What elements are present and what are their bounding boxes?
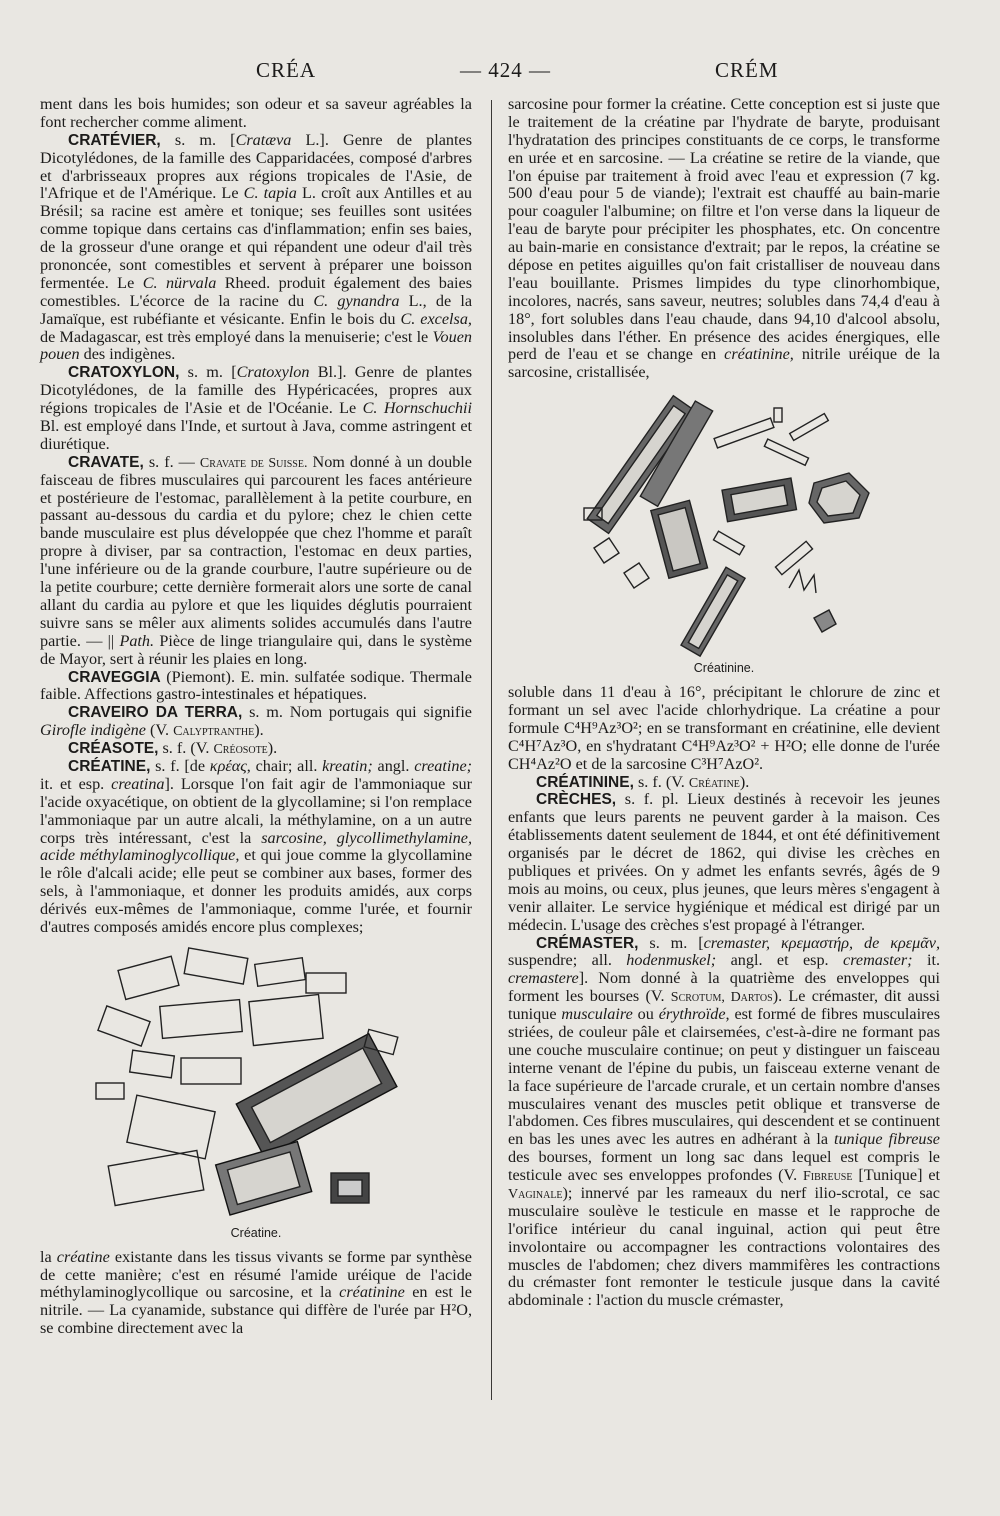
entry-creatinine: CRÉATININE, s. f. (V. Créatine). [536, 772, 750, 791]
figure-caption-creatine: Créatine. [230, 1225, 282, 1240]
entry-cravate: CRAVATE, s. f. — Cravate de Suisse. Nom donné à un double faisceau de fibres musculaires qui parcourent les faces antérieure et postérieure de l'estomac, parallèlement à la petite courbure, en passant au-dessous du cardia et du pylore; chez le chien cette bande musculaire est plus développée que chez l'homme et paraît propre à diviser, par sa contraction, l'estomac en deux parties, l'une inférieure ou de la grande courbure, l'autre supérieure ou de la petite courbure; cette dernière formerait alors une sorte de canal allant du cardia au pylore et que les liquides déglutis pourraient suivre sans se mêler aux aliments solides accumulés dans l'autre partie. — || Path. Pièce de linge triangulaire qui, dans le système de Mayor, sert à réunir les plaies en long. [40, 452, 472, 668]
headword: CRÉATININE, [536, 773, 634, 791]
entry-craveggia: CRAVEGGIA (Piemont). E. min. sulfatée sodique. Thermale faible. Affections gastro-intestinales et hépatiques. [40, 667, 472, 704]
entry-creatine: CRÉATINE, s. f. [de κρέας, chair; all. kreatin; angl. creatine; it. et esp. creatina]. Lorsque l'on fait agir de l'ammoniaque sur l'acide oxyacétique, on obtient de la glycollamine; si l'on remplace l'ammoniaque par un autre alcali, la méthylamine, on a un autre corps très intéressant, c'est la sarcosine, glycollimethylamine, acide méthylaminoglycollique, et qui joue comme la glycollamine le rôle d'alcali acide; elle peut se combiner aux bases, former des sels, à l'ammoniaque, et donner les produits amidés, aux corps dérivés eux-mêmes de l'ammoniaque, comme l'urée, et fournir d'autres composés amidés encore plus complexes; [40, 756, 473, 936]
page-number: — 424 — [460, 58, 551, 82]
entry-cratoxylon: CRATOXYLON, s. m. [Cratoxylon Bl.]. Genre de plantes Dicotylédones, de la famille des Hypéricacées, propres aux régions tropicales de l'Asie et de l'Océanie. Le C. Hornschuchii Bl. est employé dans l'Inde, et surtout à Java, comme astringent et diurétique. [40, 363, 473, 453]
column-divider [491, 100, 492, 1400]
figure-caption-creatinine: Créatinine. [693, 661, 755, 676]
entry-cratevier: CRATÉVIER, s. m. [Cratæva L.]. Genre de plantes Dicotylédones, de la famille des Capparidacées, composé d'arbres et d'arbrisseaux propres aux régions tropicales de l'Asie, de l'Afrique et de l'Amérique. Le C. tapia L. croît aux Antilles et au Brésil; sa racine est amère et tonique; ses feuilles sont usitées comme topique dans certains cas d'inflammation; enfin ses baies, de la grosseur d'une orange et qui répandent une odeur d'ail très prononcée, sont comestibles et servent à préparer une boisson fermentée. Le C. nürvala Rheed. produit également des baies comestibles. L'écorce de la racine du C. gynandra L., de la Jamaïque, est rubéfiante et vésicante. Enfin le bois du C. excelsa, de Madagascar, est très employé dans la menuiserie; c'est le Vouen pouen des indigènes. [40, 130, 473, 364]
entry-cremaster: CRÉMASTER, s. m. [cremaster, κρεμαστήρ, de κρεμᾶν, suspendre; all. hodenmuskel; angl. et esp. cremaster; it. cremastere]. Nom donné à la quatrième des enveloppes qui forment les bourses (V. Scrotum, Dartos). Le crémaster, dit aussi tunique musculaire ou érythroïde, est formé de fibres musculaires striées, de couleur pâle et clairsemées, c'est-à-dire ne formant pas une couche musculaire continue; on peut y distinguer un faisceau interne venant de l'épine du pubis, un faisceau externe venant de la face supérieure de l'arcade crurale, et un certain nombre d'anses musculaires venant des muscles petit oblique et transverse de l'abdomen. Ces fibres musculaires, qui descendent et se continuent en bas les unes avec les autres en adhérant à la tunique fibreuse des bourses, forment un long sac dans lequel est compris le testicule avec ses enveloppes profondes (V. Fibreuse [Tunique] et Vaginale); innervé par les rameaux du nerf ilio-scrotal, ce sac musculaire soulève le testicule en masse et le rapproche de l'orifice intérieur du canal inguinal, action qui peut être involontaire ou accompagner les contractions volontaires des muscles de l'abdomen; chez divers mammifères les contractions du crémaster font remonter le testicule jusque dans la cavité abdominale : l'action du muscle crémaster, [508, 933, 941, 1310]
headword: CRÉATINE, [68, 757, 151, 775]
entry-creches: CRÈCHES, s. f. pl. Lieux destinés à recevoir les jeunes enfants que leurs parents ne peuvent garder à la maison. Ces établissements datent seulement de 1844, et ont été définitivement organisés par le décret de 1862, qui divise les crèches en publiques et privées. On y admet les enfants sevrés, âgés de 9 mois au moins, ou ceux, plus jeunes, que leurs mères s'engagent à venir allaiter. Le service hygiénique et médical est dirigé par un médecin. L'usage des crèches s'est propagé à l'étranger. [508, 790, 940, 934]
headword: CRAVEGGIA [68, 668, 161, 686]
headword: CRAVEIRO DA TERRA, [68, 704, 243, 722]
headword: CRÈCHES, [536, 791, 617, 809]
entry-creasote: CRÉASOTE, s. f. (V. Créosote). [68, 739, 278, 758]
paragraph-creatine-continued: sarcosine pour former la créatine. Cette conception est si juste que le traitement de la créatine par l'hydrate de baryte, produisant l'hydratation des principes constituants de ce corps, le transforme en urée et en sarcosine. — La créatine se retire de la viande, que l'on épuise par traitement à froid avec l'eau et expression (7 kg. 500 d'eau pour 5 de viande); l'extrait est chauffé au bain-marie pour coaguler l'albumine; on filtre et l'on verse dans la liqueur de l'eau de baryte pour précipiter les phosphates, etc. On concentre au bain-marie en consistance d'extrait; par le repos, la créatine se dépose en petites aiguilles qu'on fait cristalliser de nouveau dans l'eau bouillante. Prismes limpides du type clinorhombique, incolores, nacrés, sans saveur, neutres; solubles dans 74,4 d'eau à 18°, fort solubles dans l'eau chaude, dans 94,10 d'alcool absolu, insolubles dans l'éther. En présence des acides énergiques, elle perd de l'eau et se change en créatinine, nitrile uréique de la sarcosine, cristallisée, [508, 95, 940, 382]
creatinine-crystals-illustration [574, 388, 874, 658]
header-right-word: CRÉM [715, 58, 779, 82]
creatine-crystals-illustration [91, 943, 421, 1223]
headword: CRATÉVIER, [68, 131, 161, 149]
paragraph-creatine-formula: soluble dans 11 d'eau à 16°, précipitant le chlorure de zinc et formant un sel avec l'acide chlorhydrique. La créatine a pour formule C⁴H⁹Az³O²; en se transformant en créatinine, elle devient C⁴H⁷Az³O, en s'hydratant C⁴H⁹Az³O² + H²O; elle donne de l'urée CH⁴Az²O et de la sarcosine C³H⁷AzO². [508, 683, 940, 773]
header-left-word: CRÉA [256, 58, 317, 82]
paragraph-after-figure: la créatine existante dans les tissus vivants se forme par synthèse de cette manière; c'est en résumé l'amide uréique de l'acide méthylaminoglycollique ou sarcosine, et la créatinine en est le nitrile. — La cyanamide, substance qui diffère de l'urée par H²O, se combine directement avec la [40, 1247, 472, 1338]
headword: CRAVATE, [68, 453, 144, 471]
headword: CRÉMASTER, [536, 934, 639, 952]
right-column [508, 96, 940, 1310]
left-column [40, 96, 472, 1338]
intro-paragraph: ment dans les bois humides; son odeur et sa saveur agréables la font rechercher comme aliment. [40, 95, 472, 131]
headword: CRÉASOTE, [68, 740, 159, 758]
running-header [60, 58, 950, 88]
headword: CRATOXYLON, [68, 364, 180, 382]
entry-craveiro: CRAVEIRO DA TERRA, s. m. Nom portugais qui signifie Girofle indigène (V. Calyptranthe). [40, 703, 472, 740]
